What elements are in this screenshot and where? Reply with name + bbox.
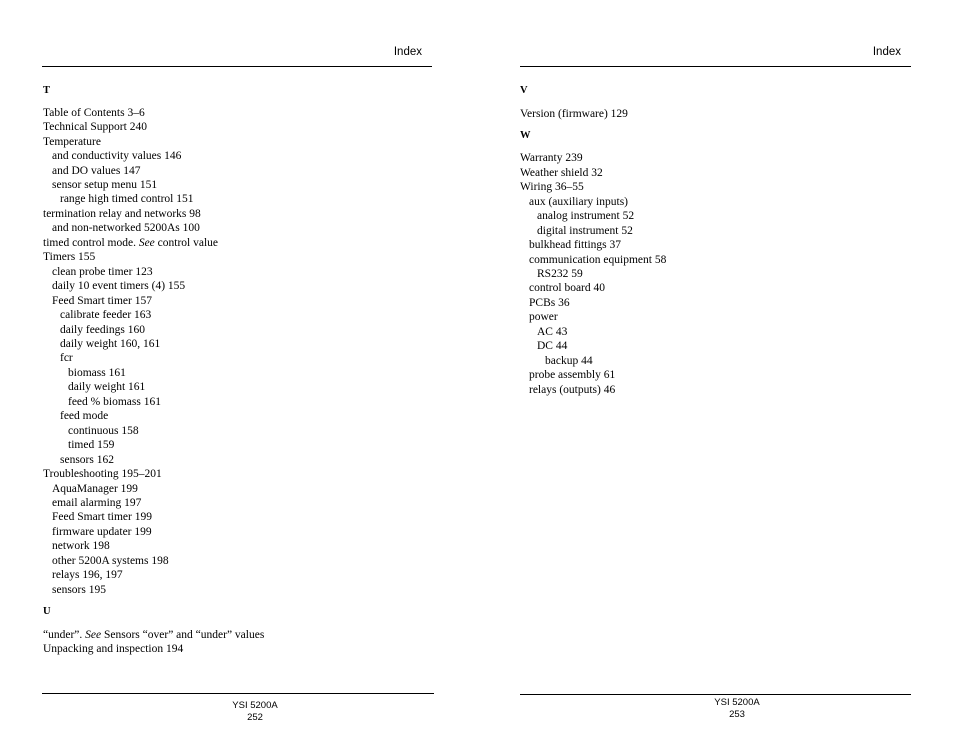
entry-text: control value xyxy=(154,237,219,249)
index-subentry: network 198 xyxy=(52,540,110,552)
footer-rule xyxy=(520,694,911,695)
see-reference: See xyxy=(138,237,155,249)
right-page xyxy=(477,0,954,738)
index-subentry: other 5200A systems 198 xyxy=(52,555,169,567)
index-subentry: continuous 158 xyxy=(68,425,139,437)
see-reference: See xyxy=(85,629,102,641)
index-entry: Timers 155 xyxy=(43,251,96,263)
index-subentry: power xyxy=(529,311,558,323)
section-letter-w: W xyxy=(520,130,531,141)
index-subentry: daily 10 event timers (4) 155 xyxy=(52,280,186,292)
index-subentry: daily weight 161 xyxy=(68,381,146,393)
index-subentry: sensors 162 xyxy=(60,454,114,466)
index-entry: Warranty 239 xyxy=(520,152,583,164)
index-subentry: communication equipment 58 xyxy=(529,254,667,266)
index-subentry: sensors 195 xyxy=(52,584,106,596)
index-subentry: backup 44 xyxy=(545,355,593,367)
index-subentry: bulkhead fittings 37 xyxy=(529,239,621,251)
index-subentry: and non-networked 5200As 100 xyxy=(52,222,200,234)
index-subentry: daily weight 160, 161 xyxy=(60,338,161,350)
section-letter-t: T xyxy=(43,85,51,96)
footer-product: YSI 5200A xyxy=(232,700,278,711)
page-footer xyxy=(682,697,792,721)
index-subentry: sensor setup menu 151 xyxy=(52,179,158,191)
section-letter-v: V xyxy=(520,85,528,96)
index-entry: Troubleshooting 195–201 xyxy=(43,468,162,480)
entry-text: Sensors “over” and “under” values xyxy=(101,629,265,641)
index-subentry: clean probe timer 123 xyxy=(52,266,153,278)
index-entry: Version (firmware) 129 xyxy=(520,108,628,120)
index-entry-under xyxy=(43,628,264,642)
footer-product: YSI 5200A xyxy=(714,697,760,708)
page-header: Index xyxy=(393,46,422,58)
index-subentry: digital instrument 52 xyxy=(537,225,633,237)
index-subentry: timed 159 xyxy=(68,439,115,451)
footer-rule xyxy=(42,693,434,694)
index-subentry: probe assembly 61 xyxy=(529,369,616,381)
index-subentry: control board 40 xyxy=(529,282,606,294)
index-subentry: and conductivity values 146 xyxy=(52,150,182,162)
index-subentry: AC 43 xyxy=(537,326,568,338)
index-entry: Technical Support 240 xyxy=(43,121,147,133)
index-subentry: and DO values 147 xyxy=(52,165,141,177)
index-entry: Weather shield 32 xyxy=(520,167,603,179)
index-subentry: firmware updater 199 xyxy=(52,526,152,538)
index-subentry: daily feedings 160 xyxy=(60,324,145,336)
index-subentry: calibrate feeder 163 xyxy=(60,309,152,321)
index-subentry: fcr xyxy=(60,352,73,364)
header-rule xyxy=(42,66,432,67)
index-entry-timed-control xyxy=(43,236,218,250)
index-subentry: Feed Smart timer 157 xyxy=(52,295,152,307)
index-subentry: PCBs 36 xyxy=(529,297,570,309)
index-subentry: feed % biomass 161 xyxy=(68,396,161,408)
index-subentry: AquaManager 199 xyxy=(52,483,138,495)
index-subentry: analog instrument 52 xyxy=(537,210,635,222)
index-entry: Wiring 36–55 xyxy=(520,181,584,193)
index-entry: Unpacking and inspection 194 xyxy=(43,643,184,655)
index-subentry: Feed Smart timer 199 xyxy=(52,511,152,523)
index-subentry: email alarming 197 xyxy=(52,497,142,509)
section-letter-u: U xyxy=(43,606,51,617)
index-subentry: aux (auxiliary inputs) xyxy=(529,196,629,208)
index-subentry: feed mode xyxy=(60,410,109,422)
page-number: 253 xyxy=(729,709,745,720)
page-number: 252 xyxy=(247,712,263,723)
page-header: Index xyxy=(872,46,901,58)
index-entry: Temperature xyxy=(43,136,101,148)
index-entry: termination relay and networks 98 xyxy=(43,208,201,220)
index-subentry: DC 44 xyxy=(537,340,568,352)
page-footer xyxy=(200,700,310,724)
entry-text: timed control mode. xyxy=(43,237,139,249)
index-entry: Table of Contents 3–6 xyxy=(43,107,145,119)
index-subentry: relays 196, 197 xyxy=(52,569,123,581)
index-subentry: biomass 161 xyxy=(68,367,126,379)
header-rule xyxy=(520,66,911,67)
index-subentry: relays (outputs) 46 xyxy=(529,384,616,396)
entry-text: “under”. xyxy=(43,629,86,641)
index-subentry: range high timed control 151 xyxy=(60,193,194,205)
index-subentry: RS232 59 xyxy=(537,268,583,280)
